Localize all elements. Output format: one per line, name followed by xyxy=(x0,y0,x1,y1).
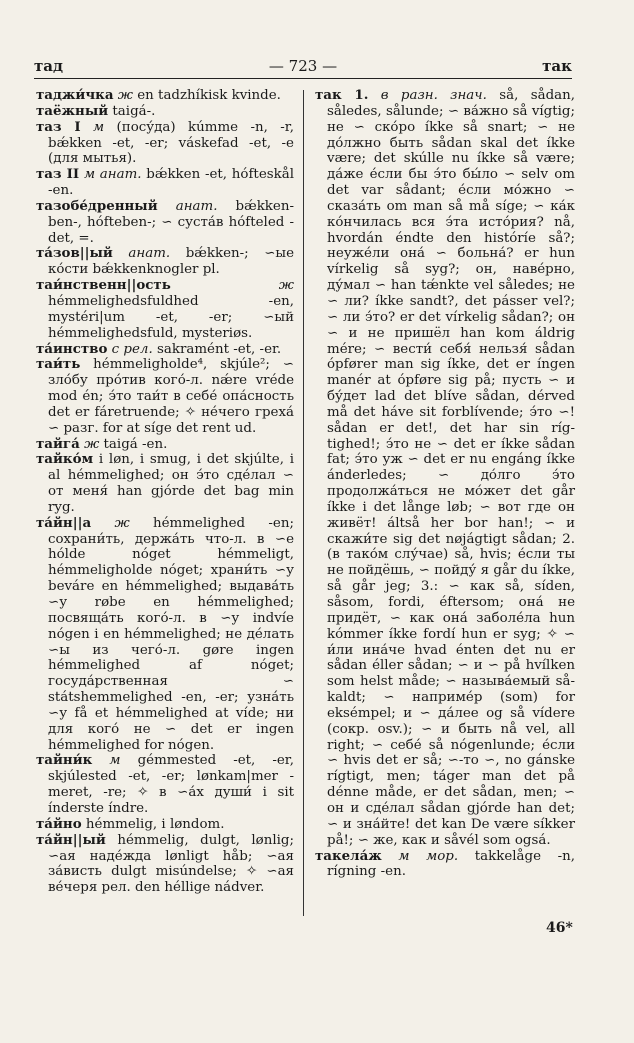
signature-mark: 46* xyxy=(546,920,573,936)
definition: hémmelig, i løndom. xyxy=(81,816,225,832)
dictionary-entry xyxy=(315,88,575,849)
dictionary-entry xyxy=(36,167,294,199)
grammar-label: м мор. xyxy=(398,848,459,864)
column-divider xyxy=(303,90,304,916)
headword: тайга́ xyxy=(36,435,80,452)
left-column xyxy=(36,88,294,896)
grammar-label: ж xyxy=(278,278,294,294)
headword: та́инство xyxy=(36,340,108,357)
dictionary-entry xyxy=(36,104,294,120)
headword: та́йн||а xyxy=(36,514,92,531)
headword: тайни́к xyxy=(36,752,93,769)
definition: hémmelig, dulgt, lønlig; ∽ая наде́жда lønligt håb; ∽ая за́висть dulgt misúndelse; ✧ ∽ая ве́черя рел. den héllige nádver. xyxy=(48,832,294,896)
headword: такела́ж xyxy=(315,847,382,864)
left-guide-word: тад xyxy=(34,57,64,75)
grammar-label: анат. xyxy=(175,198,218,214)
dictionary-entry xyxy=(36,278,294,341)
grammar-label: м xyxy=(109,753,121,769)
grammar-label: в разн. знач. xyxy=(380,88,487,103)
grammar-label: ж xyxy=(117,88,133,103)
definition: bǽkken-ben-, hófteben-; ∽ суста́в hófteled -det, =. xyxy=(48,198,294,246)
right-column xyxy=(315,88,575,880)
headword: таи́ть xyxy=(36,356,81,373)
definition: (посу́да) kúmme -n, -r, bǽkken -et, -er; váskefad -et, -e (для мытья). xyxy=(48,119,294,167)
dictionary-entry xyxy=(36,342,294,358)
headword: тазобе́дренный xyxy=(36,197,158,214)
definition: i løn, i smug, i det skjúlte, i al hémmelighed; он э́то сде́лал ∽ от меня́ han gjórde det bag min ryg. xyxy=(48,452,294,515)
dictionary-entry xyxy=(36,437,294,453)
grammar-label: ж xyxy=(84,436,100,452)
grammar-label: ж xyxy=(114,515,130,531)
headword: так 1. xyxy=(315,87,369,103)
running-header xyxy=(34,56,572,76)
definition: bǽkken-; ∽ые ко́сти bǽkkenknogler pl. xyxy=(48,246,294,278)
grammar-label: м анат. xyxy=(83,167,142,183)
headword: таджи́чка xyxy=(36,87,114,103)
definition: en tadzhíkisk kvinde. xyxy=(133,88,281,103)
definition: bǽkken -et, hófteskål -en. xyxy=(48,167,294,199)
dictionary-entry xyxy=(36,199,294,247)
definition: gémmested -et, -er, skjúlested -et, -er; lønkam|mer -meret, -re; ✧ в ∽а́х души́ i sit índerste índre. xyxy=(48,753,294,816)
grammar-label: м xyxy=(93,119,105,135)
definition: takkelåge -n, rígning -en. xyxy=(327,848,576,880)
definition: taigá -en. xyxy=(99,436,168,452)
definition: hémmeligholde⁴, skjúle²; ∽ зло́бу про́тив кого́-л. nǽre vréde mod én; э́то таи́т в себе́ опа́сность det er fáretruende; ✧ не́чего греха́ ∽ разг. for at síge det rent ud. xyxy=(48,357,294,436)
dictionary-entry xyxy=(36,120,294,168)
dictionary-entry xyxy=(36,833,294,896)
dictionary-entry xyxy=(36,753,294,816)
page-number: — 723 — xyxy=(268,57,338,75)
headword: та́йн||ый xyxy=(36,831,106,848)
headword: та́йно xyxy=(36,815,82,832)
headword: таз I xyxy=(36,118,81,135)
headword: таёжный xyxy=(36,102,109,119)
definition: hémmelighedsfuldhed -en, mystéri|um -et, -er; ∽ый hémmelighedsfuld, mysteriøs. xyxy=(48,293,294,341)
dictionary-entry xyxy=(36,817,294,833)
definition: sakramént -et, -er. xyxy=(152,341,282,357)
dictionary-entry xyxy=(36,516,294,754)
definition: så, sådan, således, sålunde; ∽ ва́жно så vígtig; не ∽ ско́ро íkke så snart; ∽ не до́лжно быть sådan skal det íkke være; det skúlle nu íkke så være; да́же е́сли бы э́то бы́ло ∽ selv om det var sådant; е́сли мо́жно ∽ сказа́ть om man så må síge; ∽ ка́к ко́нчилась вся э́та исто́рия? nå, hvordán éndte den históríe så?; неуже́ли она́ ∽ больна́? er hun vírkelig så syg?; он, наве́рно, ду́мал ∽ han tǽnkte vel således; не ∽ ли? íkke sandt?, det pásser vel?; ∽ ли э́то? er det vírkelig sådan?; он ∽ и не пришёл han kom áldrig mére; ∽ вести́ себя́ нельзя́ sådan ópfører man sig íkke, det er íngen manér at ópføre sig på; пусть ∽ и бу́дет lad det blíve sådan, dérved må det háve sit forblívende; э́то ∽! sådan er det!, det har sin rígtighed!; э́то не ∽ det er íkke sådan fat; э́то уж ∽ det er nu engáng íkke ánderledes; ∽ до́лго э́то продолжа́ться не мо́жет det går íkke i det långe løb; ∽ вот где он живёт! áltså her bor han!; ∽ и скажи́те sig det nøjágtigt sådan; 2. (в тако́м слу́чае) så, hvis; е́сли ты не пойдёшь, ∽ пойду́ я går du íkke, så går jeg; 3.: ∽ как så, síden, såsom, fordi, éftersom; она́ не придёт, ∽ как она́ заболе́ла hun kómmer íkke fordí hun er syg; ✧ ∽ и́ли ина́че hvad énten det nu er sådan éller sådan; ∽ и ∽ på hvílken som helst måde; ∽ называ́емый såkaldt; ∽ наприме́р (som) for eksémpel; и ∽ да́лее og så vídere (сокр. osv.); ∽ и быть nå vel, all right; ∽ себе́ så nógenlunde; е́сли ∽ hvis det er så; ∽-то ∽, no gánske rígtigt, men; táger man det på dénne måde, er det sådan, men; ∽ он и сде́лал sådan gjórde han det; ∽ и зна́йте! det kan De være síkker på!; ∽ же, как и såvél som ogsá. xyxy=(327,88,575,848)
headword: тайко́м xyxy=(36,451,94,468)
right-guide-word: так xyxy=(542,57,572,75)
headword: таз II xyxy=(36,166,80,183)
dictionary-entry xyxy=(36,452,294,515)
header-rule xyxy=(34,78,572,79)
dictionary-entry xyxy=(315,849,575,881)
headword: таи́нственн||ость xyxy=(36,277,171,294)
dictionary-entry xyxy=(36,88,294,104)
definition: hémmelighed -en; сохрани́ть, держа́ть что-л. в ∽е hólde nóget hémmeligt, hémmeligholde nóget; храни́ть ∽у beváre en hémmelighed; выдава́ть ∽у røbe en hémmelighed; посвяща́ть кого́-л. в ∽у indvíe nógen i en hémmelighed; не де́лать ∽ы из чего́-л. gøre ingen hémmelighed af nóget; госуда́рственная ∽ státshemmelighed -en, -er; узна́ть ∽у få et hémmelighed at víde; ни для кого́ не ∽ det er ingen hémmelighed for nógen. xyxy=(48,515,294,753)
dictionary-entry xyxy=(36,357,294,436)
grammar-label: с рел. xyxy=(111,341,153,357)
definition: taigá-. xyxy=(108,103,156,119)
grammar-label: анат. xyxy=(128,246,171,262)
headword: та́зов||ый xyxy=(36,245,113,262)
dictionary-entry xyxy=(36,246,294,278)
